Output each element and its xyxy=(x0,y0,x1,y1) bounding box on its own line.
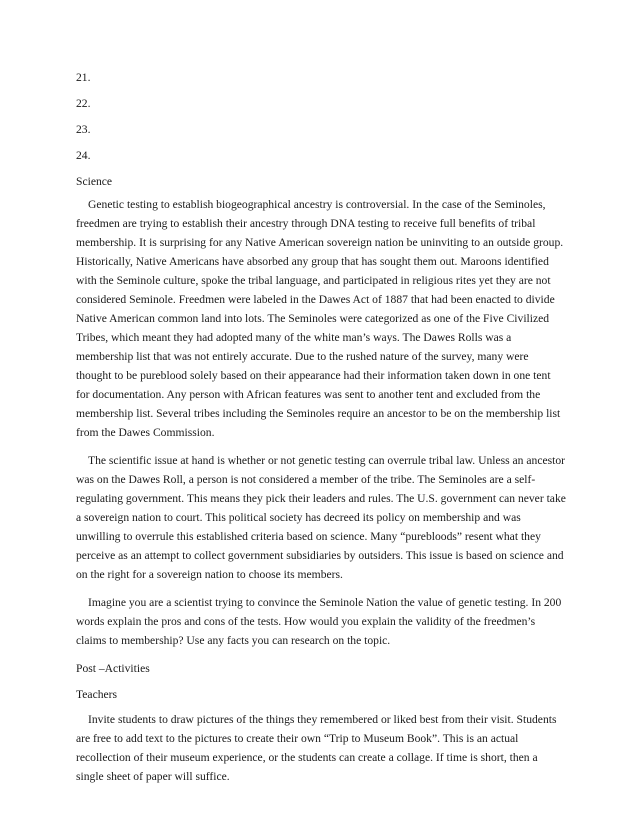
teachers-paragraph: Invite students to draw pictures of the things they remembered or liked best from their visit. Students are free to add text to the pictures to create their own “Trip to Museum Book”. This is an actual recollection of their museum experience, or the students can create a collage. If time is short, then a single sheet of paper will suffice. xyxy=(76,713,557,783)
list-number-22: 22. xyxy=(76,97,91,110)
list-number-21: 21. xyxy=(76,71,91,84)
list-number-23: 23. xyxy=(76,123,91,136)
list-number-24: 24. xyxy=(76,149,91,162)
science-paragraph-genetic-testing: Genetic testing to establish biogeographical ancestry is controversial. In the case of the Seminoles, freedmen are trying to establish their ancestry through DNA testing to receive full benefits of tribal membership. It is surprising for any Native American sovereign nation be uninviting to an outside group. Historically, Native Americans have absorbed any group that has sought them out. Maroons identified with the Seminole culture, spoke the tribal language, and participated in religious rites yet they are not considered Seminole. Freedmen were labeled in the Dawes Act of 1887 that had been enacted to divide Native American common land into lots. The Seminoles were categorized as one of the Five Civilized Tribes, which meant they had adopted many of the white man’s ways. The Dawes Rolls was a membership list that was not entirely accurate. Due to the rushed nature of the survey, many were thought to be pureblood solely based on their appearance had their information taken down in one tent for documentation. Any person with African features was sent to another tent and excluded from the membership list. Several tribes including the Seminoles require an ancestor to be on the membership list from the Dawes Commission. xyxy=(76,198,564,439)
science-heading: Science xyxy=(76,175,113,188)
science-paragraph-scientific-issue: The scientific issue at hand is whether or not genetic testing can overrule tribal law. Unless an ancestor was on the Dawes Roll, a person is not considered a member of the tribe. The Seminoles are a self-regulating government. This means they pick their leaders and rules. The U.S. government can never take a sovereign nation to court. This political society has decreed its policy on membership and was unwilling to overrule this established criteria based on science. Many “purebloods” resent what they perceive as an attempt to collect government subsidiaries by outsiders. This issue is based on science and on the right for a sovereign nation to choose its members. xyxy=(76,454,566,581)
post-activities-heading: Post –Activities xyxy=(76,662,150,675)
page-content xyxy=(76,68,566,795)
teachers-heading: Teachers xyxy=(76,688,118,701)
science-paragraph-assignment: Imagine you are a scientist trying to convince the Seminole Nation the value of genetic testing. In 200 words explain the pros and cons of the tests. How would you explain the validity of the freedmen’s claims to membership? Use any facts you can research on the topic. xyxy=(76,596,562,647)
